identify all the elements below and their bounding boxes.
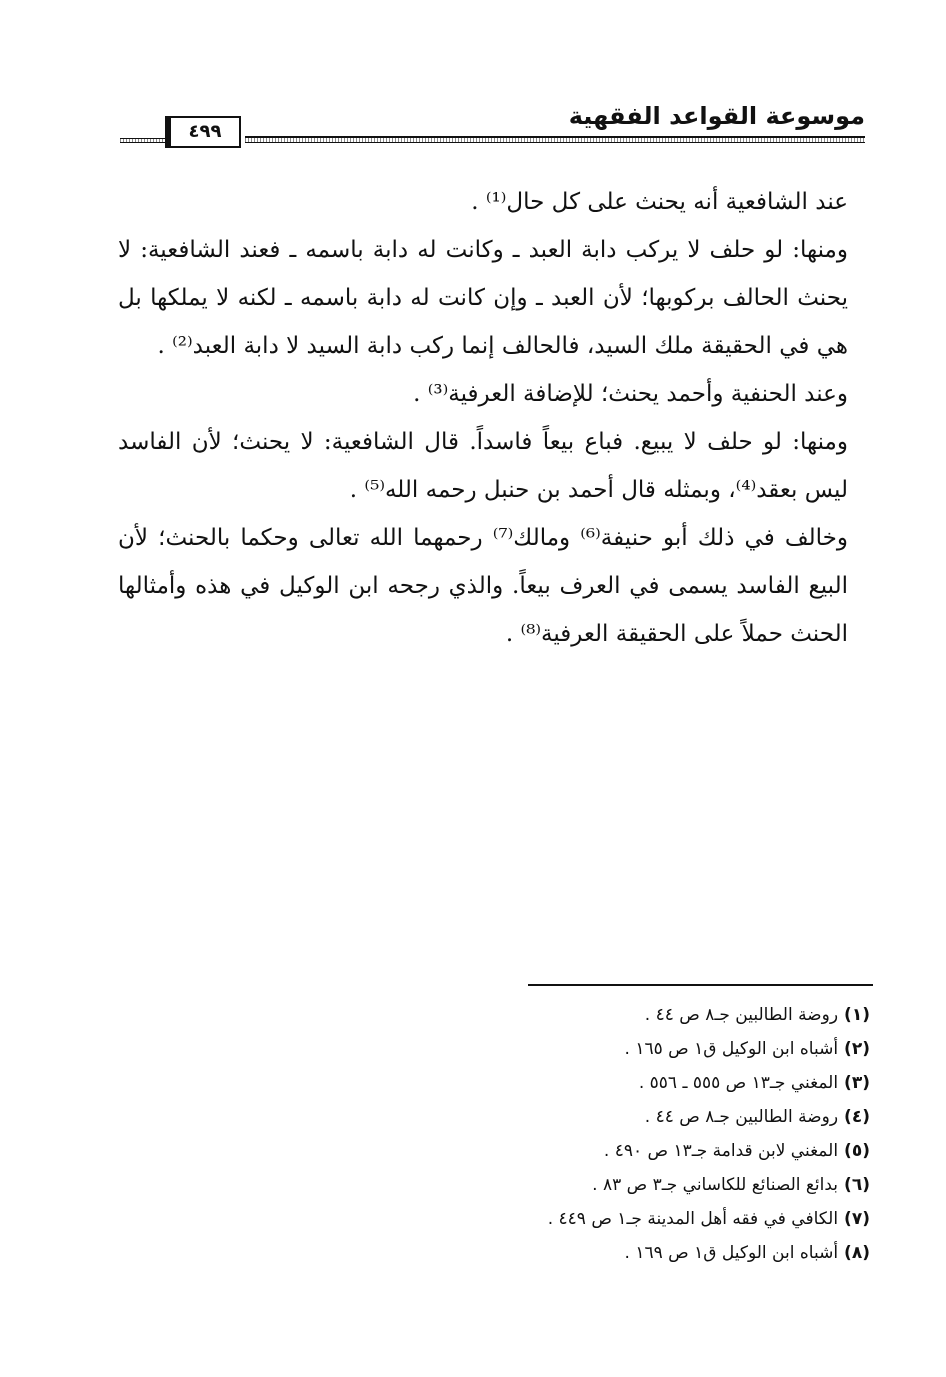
footnote bbox=[270, 1032, 870, 1066]
footnote-number: (٥) bbox=[844, 1141, 870, 1161]
paragraph: ومنها: لو حلف لا يركب دابة العبد ـ وكانت له دابة باسمه ـ فعند الشافعية: لا يحنث الحالف بركوبها؛ لأن العبد ـ وإن كانت له دابة باسمه ـ لكنه لا يملكها بل هي في الحقيقة ملك السيد، فالحالف إنما ركب دابة السيد لا دابة العبد⁽²⁾ . bbox=[118, 237, 848, 359]
footnote-separator bbox=[528, 984, 873, 986]
paragraph: ومنها: لو حلف لا يبيع. فباع بيعاً فاسداً. قال الشافعية: لا يحنث؛ لأن الفاسد ليس بعقد⁽⁴⁾، وبمثله قال أحمد بن حنبل رحمه الله⁽⁵⁾ . bbox=[118, 429, 848, 503]
page-header bbox=[120, 100, 865, 150]
footnote-text: المغني لابن قدامة جـ١٣ ص ٤٩٠ . bbox=[603, 1141, 839, 1161]
footnote bbox=[270, 1168, 870, 1202]
footnote-text: المغني جـ١٣ ص ٥٥٥ ـ ٥٥٦ . bbox=[638, 1073, 839, 1093]
page-number: ٤٩٩ bbox=[165, 116, 241, 148]
footnote-number: (٤) bbox=[844, 1107, 870, 1127]
paragraph: وخالف في ذلك أبو حنيفة⁽⁶⁾ ومالك⁽⁷⁾ رحمهما الله تعالى وحكما بالحنث؛ لأن البيع الفاسد يسمى في العرف بيعاً. والذي رجحه ابن الوكيل في هذه وأمثالها الحنث حملاً على الحقيقة العرفية⁽⁸⁾ . bbox=[118, 525, 849, 647]
footnote-number: (٦) bbox=[844, 1175, 870, 1195]
footnote-text: الكافي في فقه أهل المدينة جـ١ ص ٤٤٩ . bbox=[547, 1209, 839, 1229]
header-rule-left bbox=[120, 138, 165, 143]
paragraph: وعند الحنفية وأحمد يحنث؛ للإضافة العرفية⁽³⁾ . bbox=[413, 381, 848, 407]
footnote-number: (٢) bbox=[844, 1039, 870, 1059]
footnote bbox=[270, 1236, 870, 1270]
footnote bbox=[270, 1202, 870, 1236]
footnote-number: (١) bbox=[844, 1005, 870, 1025]
footnote-number: (٧) bbox=[844, 1209, 870, 1229]
header-rule bbox=[245, 136, 865, 143]
footnote-number: (٨) bbox=[844, 1243, 870, 1263]
footnote bbox=[270, 1066, 870, 1100]
footnote bbox=[270, 1100, 870, 1134]
body-text bbox=[118, 178, 848, 658]
footnote-text: روضة الطالبين جـ٨ ص ٤٤ . bbox=[644, 1107, 839, 1127]
footnote-text: أشباه ابن الوكيل ق١ ص ١٦٥ . bbox=[624, 1039, 839, 1059]
footnote bbox=[270, 998, 870, 1032]
footnote bbox=[270, 1134, 870, 1168]
footnote-text: بدائع الصنائع للكاساني جـ٣ ص ٨٣ . bbox=[592, 1175, 839, 1195]
footnote-number: (٣) bbox=[844, 1073, 870, 1093]
book-title: موسوعة القواعد الفقهية bbox=[568, 102, 865, 130]
footnote-text: روضة الطالبين جـ٨ ص ٤٤ . bbox=[644, 1005, 839, 1025]
footnote-text: أشباه ابن الوكيل ق١ ص ١٦٩ . bbox=[624, 1243, 839, 1263]
footnotes bbox=[270, 998, 870, 1270]
paragraph: عند الشافعية أنه يحنث على كل حال⁽¹⁾ . bbox=[471, 189, 848, 215]
